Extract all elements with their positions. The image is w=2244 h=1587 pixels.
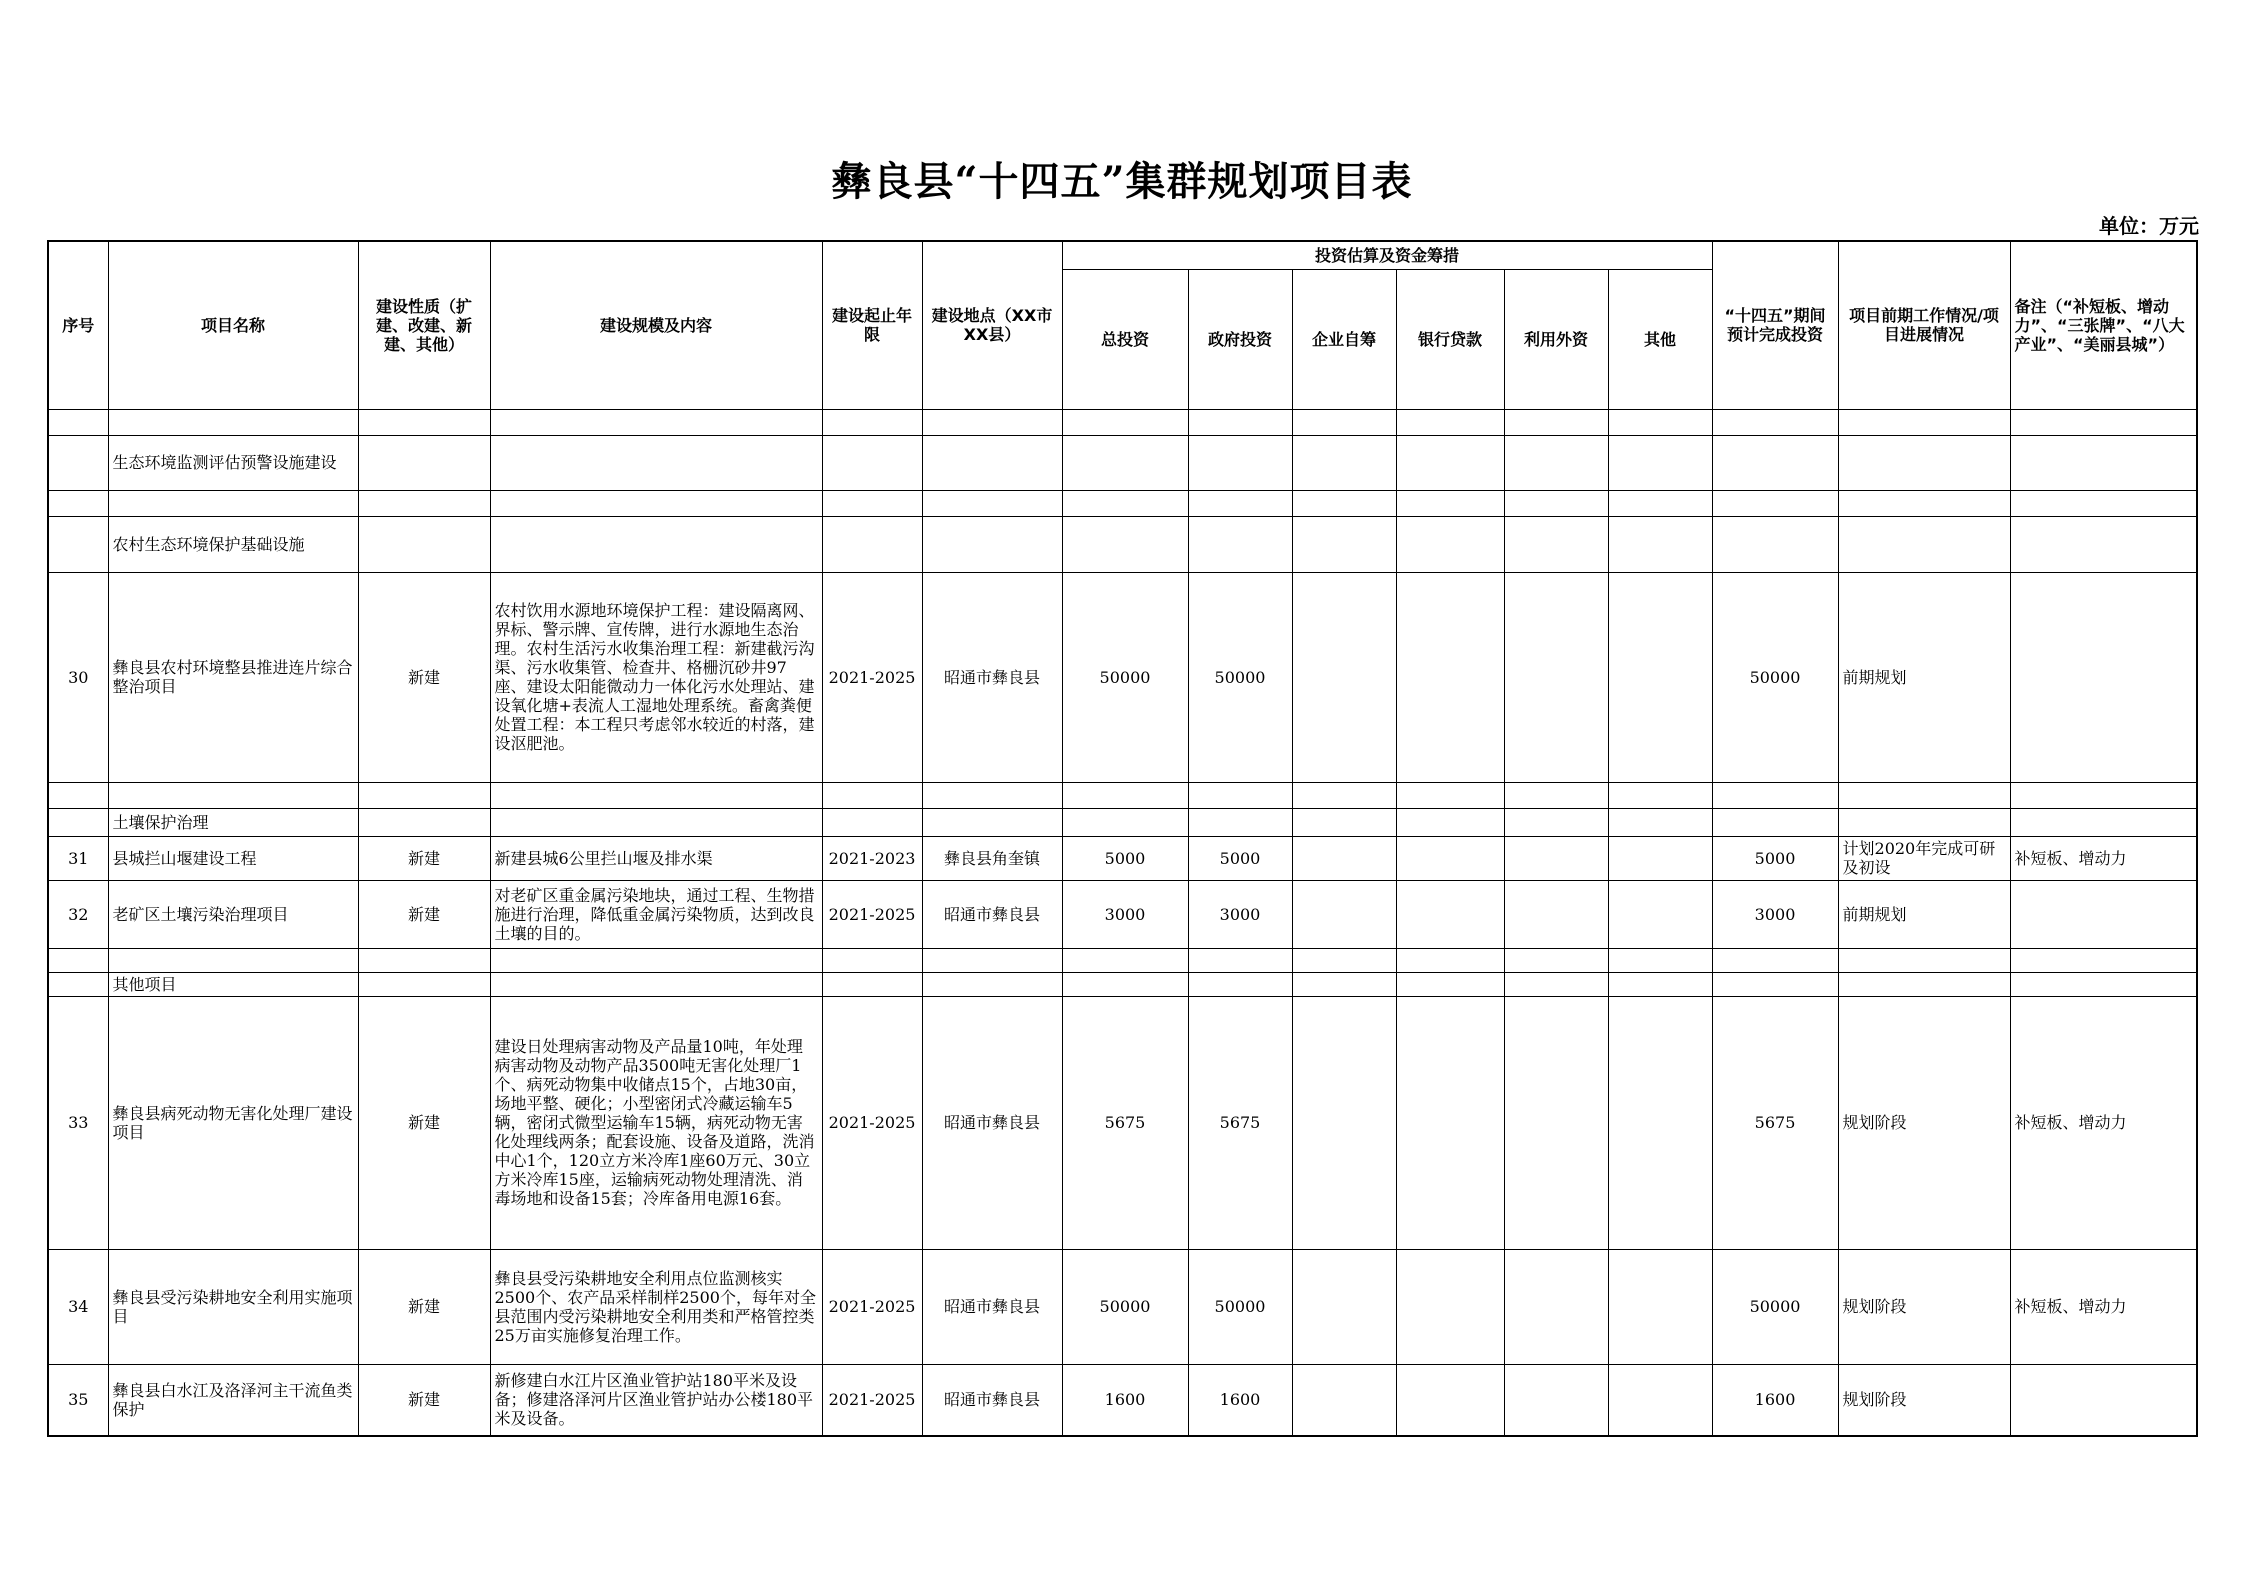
cell-plan: 1600: [1712, 1364, 1838, 1436]
cell-nature: 新建: [358, 996, 490, 1249]
cell-period: 2021-2023: [822, 836, 922, 880]
cell-scope: 新建县城6公里拦山堰及排水渠: [490, 836, 822, 880]
cell-foreign: [1504, 880, 1608, 948]
cell-total: 5000: [1062, 836, 1188, 880]
cell-other: [1608, 1249, 1712, 1364]
cell-seq: 34: [48, 1249, 108, 1364]
cell-foreign: [1504, 572, 1608, 782]
cell-nature: 新建: [358, 1364, 490, 1436]
header-scope: 建设规模及内容: [490, 241, 822, 409]
cell-loan: [1396, 1364, 1504, 1436]
header-foreign: 利用外资: [1504, 269, 1608, 409]
header-location: 建设地点（XX市XX县）: [922, 241, 1062, 409]
cell-progress: 计划2020年完成可研及初设: [1838, 836, 2010, 880]
header-total: 总投资: [1062, 269, 1188, 409]
cell-total: 1600: [1062, 1364, 1188, 1436]
cell-progress: 规划阶段: [1838, 1249, 2010, 1364]
page-title: 彝良县“十四五”集群规划项目表: [831, 158, 1413, 205]
category-label: 生态环境监测评估预警设施建设: [108, 435, 358, 490]
cell-enterprise: [1292, 572, 1396, 782]
cell-foreign: [1504, 996, 1608, 1249]
header-plan: “十四五”期间预计完成投资: [1712, 241, 1838, 409]
cell-total: 50000: [1062, 1249, 1188, 1364]
cell-loan: [1396, 880, 1504, 948]
header-remark: 备注（“补短板、增动力”、“三张牌”、“八大产业”、“美丽县城”）: [2010, 241, 2197, 409]
cell-plan: 3000: [1712, 880, 1838, 948]
cell-location: 昭通市彝良县: [922, 572, 1062, 782]
cell-foreign: [1504, 1364, 1608, 1436]
cell-gov: 50000: [1188, 1249, 1292, 1364]
cell-location: 昭通市彝良县: [922, 996, 1062, 1249]
header-nature: 建设性质（扩建、改建、新建、其他）: [358, 241, 490, 409]
cell-name: 老矿区土壤污染治理项目: [108, 880, 358, 948]
cell-location: 彝良县角奎镇: [922, 836, 1062, 880]
header-gov: 政府投资: [1188, 269, 1292, 409]
category-row: [48, 435, 2197, 490]
cell-location: 昭通市彝良县: [922, 880, 1062, 948]
spacer-row: [48, 782, 2197, 808]
cell-period: 2021-2025: [822, 572, 922, 782]
cell-gov: 3000: [1188, 880, 1292, 948]
cell-scope: 彝良县受污染耕地安全利用点位监测核实2500个、农产品采样制样2500个，每年对全县范围内受污染耕地安全利用类和严格管控类25万亩实施修复治理工作。: [490, 1249, 822, 1364]
table-row: [48, 880, 2197, 948]
cell-period: 2021-2025: [822, 1364, 922, 1436]
cell-gov: 5000: [1188, 836, 1292, 880]
header-invest-group: 投资估算及资金筹措: [1062, 241, 1712, 269]
category-label: 土壤保护治理: [108, 808, 358, 836]
cell-foreign: [1504, 836, 1608, 880]
cell-progress: 前期规划: [1838, 572, 2010, 782]
cell-loan: [1396, 996, 1504, 1249]
cell-nature: 新建: [358, 880, 490, 948]
cell-progress: 规划阶段: [1838, 1364, 2010, 1436]
cell-scope: 建设日处理病害动物及产品量10吨，年处理病害动物及动物产品3500吨无害化处理厂1个、病死动物集中收储点15个，占地30亩，场地平整、硬化；小型密闭式冷藏运输车5辆，密闭式微型运输车15辆，病死动物无害化处理线两条；配套设施、设备及道路，洗消中心1个，120立方米冷库1座60万元、30立方米冷库15座，运输病死动物处理清洗、消毒场地和设备15套；冷库备用电源16套。: [490, 996, 822, 1249]
cell-scope: 新修建白水江片区渔业管护站180平米及设备；修建洛泽河片区渔业管护站办公楼180平米及设备。: [490, 1364, 822, 1436]
cell-enterprise: [1292, 996, 1396, 1249]
cell-loan: [1396, 572, 1504, 782]
cell-nature: 新建: [358, 836, 490, 880]
cell-loan: [1396, 836, 1504, 880]
cell-other: [1608, 880, 1712, 948]
cell-nature: 新建: [358, 572, 490, 782]
cell-progress: 规划阶段: [1838, 996, 2010, 1249]
cell-scope: 农村饮用水源地环境保护工程：建设隔离网、界标、警示牌、宣传牌，进行水源地生态治理。农村生活污水收集治理工程：新建截污沟渠、污水收集管、检查井、格栅沉砂井97座、建设太阳能微动力一体化污水处理站、建设氧化塘+表流人工湿地处理系统。畜禽粪便处置工程：本工程只考虑邻水较近的村落，建设沤肥池。: [490, 572, 822, 782]
category-row: [48, 808, 2197, 836]
cell-loan: [1396, 1249, 1504, 1364]
cell-period: 2021-2025: [822, 880, 922, 948]
header-other: 其他: [1608, 269, 1712, 409]
unit-label: 单位：万元: [2099, 214, 2199, 238]
cell-enterprise: [1292, 1249, 1396, 1364]
cell-plan: 5675: [1712, 996, 1838, 1249]
table-row: [48, 836, 2197, 880]
spacer-row: [48, 490, 2197, 516]
cell-name: 彝良县白水江及洛泽河主干流鱼类保护: [108, 1364, 358, 1436]
cell-name: 县城拦山堰建设工程: [108, 836, 358, 880]
table-row: [48, 572, 2197, 782]
cell-seq: 33: [48, 996, 108, 1249]
cell-progress: 前期规划: [1838, 880, 2010, 948]
cell-seq: 32: [48, 880, 108, 948]
cell-total: 3000: [1062, 880, 1188, 948]
header-progress: 项目前期工作情况/项目进展情况: [1838, 241, 2010, 409]
table-row: [48, 1249, 2197, 1364]
cell-period: 2021-2025: [822, 996, 922, 1249]
cell-plan: 50000: [1712, 1249, 1838, 1364]
cell-gov: 50000: [1188, 572, 1292, 782]
table-row: [48, 996, 2197, 1249]
cell-name: 彝良县农村环境整县推进连片综合整治项目: [108, 572, 358, 782]
cell-location: 昭通市彝良县: [922, 1249, 1062, 1364]
cell-period: 2021-2025: [822, 1249, 922, 1364]
cell-remark: [2010, 572, 2197, 782]
cell-enterprise: [1292, 880, 1396, 948]
category-label: 农村生态环境保护基础设施: [108, 516, 358, 572]
header-name: 项目名称: [108, 241, 358, 409]
header-seq: 序号: [48, 241, 108, 409]
cell-remark: 补短板、增动力: [2010, 996, 2197, 1249]
cell-remark: [2010, 880, 2197, 948]
cell-remark: [2010, 1364, 2197, 1436]
cell-location: 昭通市彝良县: [922, 1364, 1062, 1436]
cell-seq: 30: [48, 572, 108, 782]
cell-name: 彝良县受污染耕地安全利用实施项目: [108, 1249, 358, 1364]
cell-seq: 35: [48, 1364, 108, 1436]
cell-scope: 对老矿区重金属污染地块，通过工程、生物措施进行治理，降低重金属污染物质，达到改良土壤的目的。: [490, 880, 822, 948]
cell-other: [1608, 572, 1712, 782]
cell-enterprise: [1292, 836, 1396, 880]
spacer-row: [48, 409, 2197, 435]
header-enterprise: 企业自筹: [1292, 269, 1396, 409]
cell-other: [1608, 836, 1712, 880]
cell-total: 50000: [1062, 572, 1188, 782]
cell-other: [1608, 996, 1712, 1249]
cell-other: [1608, 1364, 1712, 1436]
cell-gov: 1600: [1188, 1364, 1292, 1436]
header-loan: 银行贷款: [1396, 269, 1504, 409]
header-period: 建设起止年限: [822, 241, 922, 409]
category-label: 其他项目: [108, 972, 358, 996]
cell-name: 彝良县病死动物无害化处理厂建设项目: [108, 996, 358, 1249]
project-table: [47, 240, 2198, 1437]
cell-plan: 50000: [1712, 572, 1838, 782]
cell-remark: 补短板、增动力: [2010, 836, 2197, 880]
spacer-row: [48, 948, 2197, 972]
cell-total: 5675: [1062, 996, 1188, 1249]
cell-plan: 5000: [1712, 836, 1838, 880]
cell-nature: 新建: [358, 1249, 490, 1364]
cell-gov: 5675: [1188, 996, 1292, 1249]
cell-enterprise: [1292, 1364, 1396, 1436]
cell-seq: 31: [48, 836, 108, 880]
cell-remark: 补短板、增动力: [2010, 1249, 2197, 1364]
table-row: [48, 1364, 2197, 1436]
category-row: [48, 516, 2197, 572]
cell-foreign: [1504, 1249, 1608, 1364]
category-row: [48, 972, 2197, 996]
